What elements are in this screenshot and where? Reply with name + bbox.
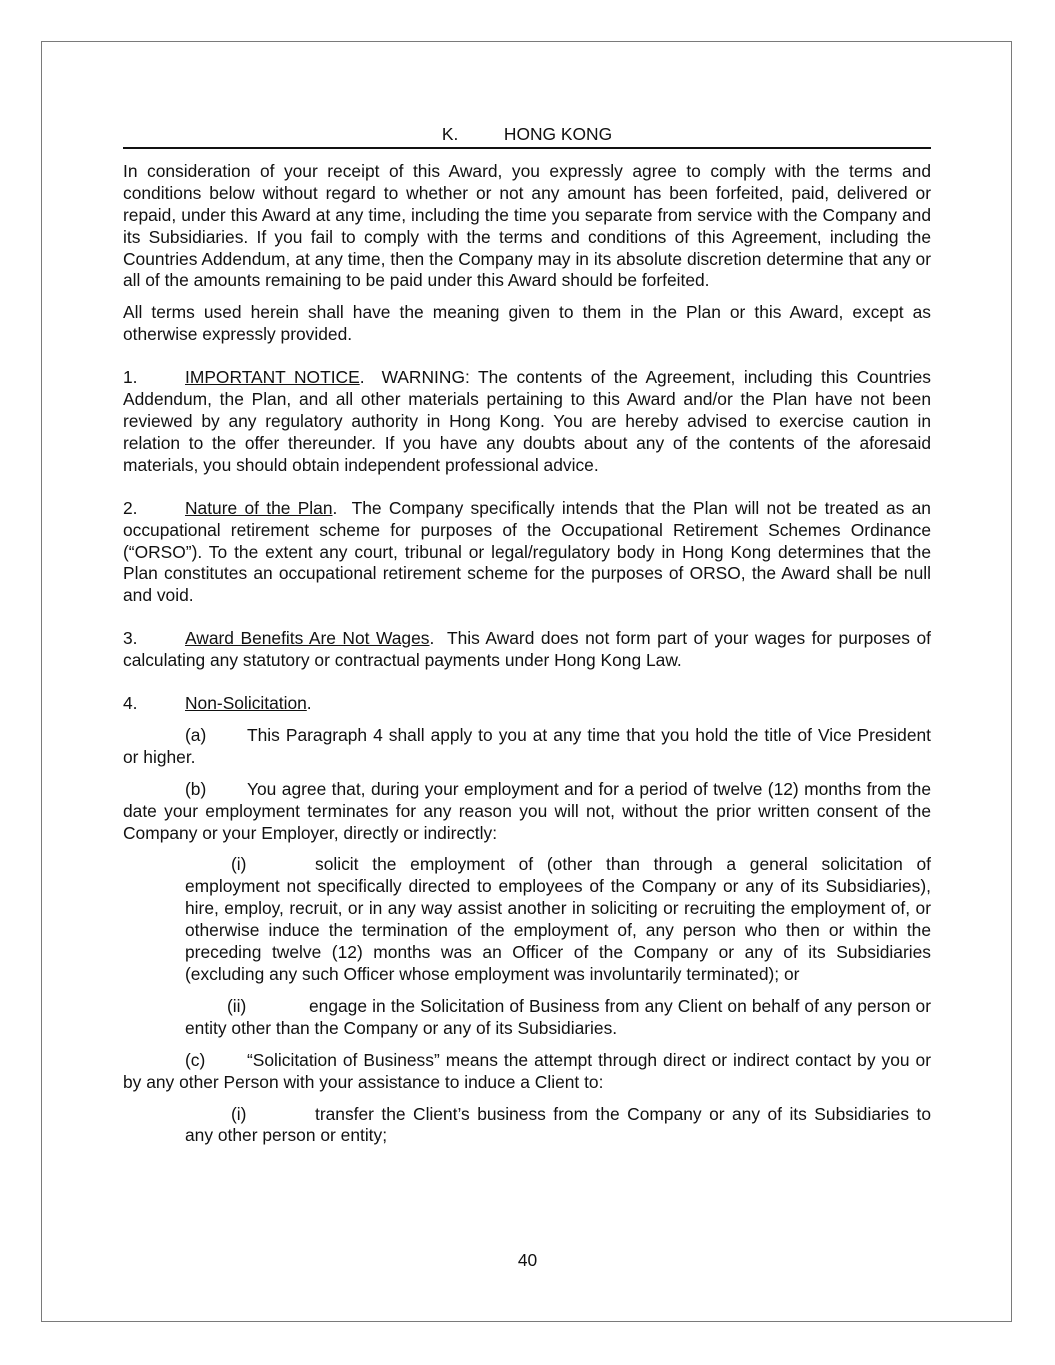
heading-title: HONG KONG [503,124,613,144]
heading-letter: K. [441,124,459,144]
subparagraph-c [123,1050,931,1094]
subparagraph-text: You agree that, during your employment and for a period of twelve (12) months from the date your employment terminates for any reason you will not, without the prior written consent of the Company or your Employer, directly or indirectly: [123,778,931,843]
section-4: 4. Non-Solicitation. [123,693,312,714]
clause-label: (i) [231,854,247,875]
clause-text: transfer the Client’s business from the Company or any of its Subsidiaries to any other person or entity; [185,1103,931,1146]
section-heading [123,124,931,149]
subparagraph-label: (a) [185,724,207,745]
subparagraph-label: (b) [185,778,207,799]
subparagraph-label: (c) [185,1049,206,1070]
clause-text: engage in the Solicitation of Business from any Client on behalf of any person or entity other than the Company or any of its Subsidiaries. [185,995,931,1038]
clause-label: (ii) [227,995,247,1016]
section-number: 2. [123,497,138,518]
subparagraph-text: This Paragraph 4 shall apply to you at any time that you hold the title of Vice President or higher. [123,724,931,767]
clause-b-i [185,854,931,985]
section-title: IMPORTANT NOTICE [185,367,360,388]
subparagraph-text: “Solicitation of Business” means the attempt through direct or indirect contact by you or by any other Person with your assistance to induce a Client to: [123,1049,931,1092]
section-3: 3. Award Benefits Are Not Wages. This Award does not form part of your wages for purposes of calculating any statutory or contractual payments under Hong Kong Law. [123,628,931,671]
page-number: 40 [517,1250,538,1270]
intro-paragraph-2: All terms used herein shall have the meaning given to them in the Plan or this Award, except as otherwise expressly provided. [123,302,931,345]
section-number: 3. [123,628,138,649]
intro-paragraph-1: In consideration of your receipt of this Award, you expressly agree to comply with the terms and conditions below without regard to whether or not any amount has been forfeited, paid, delivered or repaid, under this Award at any time, including the time you separate from service with the Company and its Subsidiaries. If you fail to comply with the terms and conditions of this Agreement, including the Countries Addendum, at any time, then the Company may in its absolute discretion determine that any or all of the amounts remaining to be paid under this Award should be forfeited. [123,160,931,291]
section-2: 2. Nature of the Plan. The Company specifically intends that the Plan will not be treated as an occupational retirement scheme for purposes of the Occupational Retirement Schemes Ordinance (“ORSO”). To the extent any court, tribunal or legal/regulatory body in Hong Kong determines that the Plan constitutes an occupational retirement scheme for the purposes of ORSO, the Award shall be null and void. [123,497,931,606]
section-body: The Company specifically intends that the Plan will not be treated as an occupational retirement scheme for purposes of the Occupational Retirement Schemes Ordinance (“ORSO”). To the extent any court, tribunal or legal/regulatory body in Hong Kong determines that the Plan constitutes an occupational retirement scheme for the purposes of ORSO, the Award shall be null and void. [123,497,931,606]
section-title: Nature of the Plan [185,497,333,518]
clause-text: solicit the employment of (other than through a general solicitation of employment not specifically directed to employees of the Company or any of its Subsidiaries), hire, employ, recruit, or in any way assist another in soliciting or recruiting the employment of, or otherwise induce the termination of the employment of, any person who then or within the preceding twelve (12) months was an Officer of the Company or any of its Subsidiaries (excluding any such Officer whose employment was involuntarily terminated); or [185,854,931,984]
section-number: 1. [123,367,138,388]
section-body: This Award does not form part of your wages for purposes of calculating any statutory or contractual payments under Hong Kong Law. [123,628,931,671]
section-1: 1. IMPORTANT NOTICE. WARNING: The contents of the Agreement, including this Countries Addendum, the Plan, and all other materials pertaining to this Award and/or the Plan have not been reviewed by any regulatory authority in Hong Kong. You are hereby advised to exercise caution in relation to the offer thereunder. If you have any doubts about any of the contents of the aforesaid materials, you should obtain independent professional advice. [123,367,931,475]
document-body [123,124,931,1157]
clause-label: (i) [231,1103,247,1124]
section-number: 4. [123,693,138,714]
subparagraph-a [123,725,931,769]
section-body: WARNING: The contents of the Agreement, including this Countries Addendum, the Plan, and all other materials pertaining to this Award and/or the Plan have not been reviewed by any regulatory authority in Hong Kong. You are hereby advised to exercise caution in relation to the offer thereunder. If you have any doubts about any of the contents of the aforesaid materials, you should obtain independent professional advice. [123,367,931,475]
clause-b-ii [185,996,931,1040]
section-title: Award Benefits Are Not Wages [185,628,430,649]
subparagraph-b [123,779,931,845]
section-title: Non-Solicitation [185,693,307,714]
clause-c-i [185,1104,931,1148]
